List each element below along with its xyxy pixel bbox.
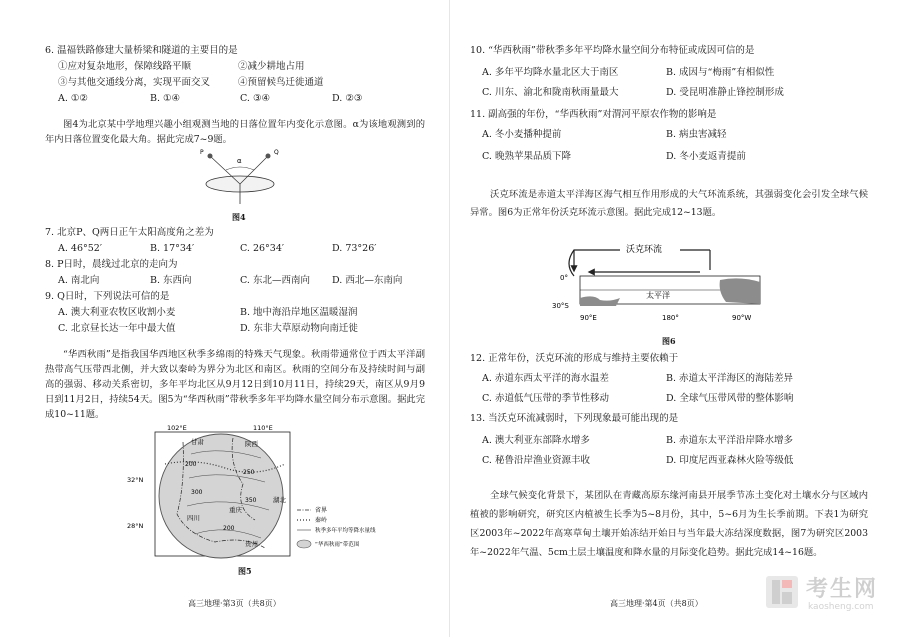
intro-fig6: 沃克环流是赤道太平洋海区海气相互作用形成的大气环流系统，其强弱变化会引发全球气候异常。图6为正常年份沃克环流示意图。据此完成12~13题。	[470, 189, 868, 218]
q8-option-a: A. 南北向	[58, 275, 100, 286]
label-p: P	[200, 149, 204, 156]
q7-option-d: D. 73°26′	[332, 243, 377, 254]
q10-option-b: B. 成因与“梅雨”有相似性	[666, 67, 775, 78]
q11-option-d: D. 冬小麦返青提前	[666, 151, 746, 162]
figure-6-caption: 图6	[662, 336, 676, 346]
q6-option-c: C. ③④	[240, 93, 271, 104]
q13-option-a: A. 澳大利亚东部降水增多	[482, 435, 590, 446]
intro-fig5: “华西秋雨”是指我国华西地区秋季多绵雨的特殊天气现象。秋雨带通常位于西太平洋副热带高气压带西北侧，并大致以秦岭为界分为北区和南区。秋雨的空间分布及持续时间与副高的强弱、移动关系密切，多年平均北区从9月12日到10月11日，持续29天，南区从9月9日到11月2日，持续54天。图5为“华西秋雨”带秋季多年平均降水量空间分布示意图。据此完成10~11题。	[45, 349, 425, 420]
q7-stem: 7. 北京P、Q两日正午太阳高度角之差为	[45, 227, 214, 238]
q6-option-b: B. ①④	[150, 93, 181, 104]
isohyet-label-3: 300	[191, 489, 203, 496]
q6-item-3: ③与其他交通线分离，实现平面交叉	[58, 77, 211, 88]
isohyet-label-1: 200	[185, 461, 197, 468]
sun-p-icon	[208, 154, 213, 159]
landmass-south-america	[720, 278, 760, 304]
lat-label-28n: 28°N	[127, 522, 144, 530]
q8-stem: 8. P日时，晨线过北京的走向为	[45, 259, 178, 270]
legend-province: 省界	[315, 507, 328, 514]
figure-6-walker-circulation	[550, 236, 780, 336]
autumn-rain-belt-region	[159, 434, 283, 558]
label-alpha: α	[237, 157, 242, 165]
walker-title: 沃克环流	[626, 245, 663, 255]
q6-item-4: ④预留候鸟迁徙通道	[238, 77, 324, 88]
q10-option-d: D. 受昆明准静止锋控制形成	[666, 87, 784, 98]
intro-q14: 全球气候变化背景下，某团队在青藏高原东缘河南县开展季节冻土变化对土壤水分与区域内植被的影响研究，研究区内植被生长季为5~8月份，其中，5~6月为生长季前期。下表1为研究区2003年~2022年高寒草甸土壤开始冻结开始日与当年最大冻结深度数据，图7为研究区2003年~2022年气温、5cm土层土壤温度和降水量的月际变化趋势。据此完成14~16题。	[470, 490, 868, 558]
lon-label-90w: 90°W	[732, 314, 752, 322]
q11-option-b: B. 病虫害减轻	[666, 129, 727, 140]
legend-rain-belt: “华西秋雨”带范围	[315, 542, 360, 548]
figure-4-caption: 图4	[232, 212, 246, 222]
q13-stem: 13. 当沃克环流减弱时，下列现象最可能出现的是	[470, 413, 679, 424]
q10-option-a: A. 多年平均降水量北区大于南区	[482, 67, 619, 78]
lon-label-90e: 90°E	[580, 314, 597, 322]
ocean-label: 太平洋	[646, 291, 670, 300]
q8-option-b: B. 东西向	[150, 275, 192, 286]
legend-isohyet: 秋季多年平均等降水量线	[315, 528, 376, 534]
place-sichuan: 四川	[187, 514, 200, 522]
q10-option-c: C. 川东、渝北和陇南秋雨量最大	[482, 87, 619, 98]
q6-option-d: D. ②③	[332, 93, 363, 104]
q8-option-c: C. 东北—西南向	[240, 275, 310, 286]
intro-fig4: 图4为北京某中学地理兴趣小组观测当地的日落位置年内变化示意图。α为该地观测到的年内日落位置变化最大角。据此完成7~9题。	[45, 119, 425, 145]
isohyet-label-5: 200	[223, 525, 235, 532]
watermark-domain: kaosheng.com	[808, 602, 874, 612]
watermark-logo-icon	[764, 574, 800, 610]
q9-option-a: A. 澳大利亚农牧区收割小麦	[58, 307, 176, 318]
q8-option-d: D. 西北—东南向	[332, 275, 403, 286]
q9-option-b: B. 地中海沿岸地区温暖湿润	[240, 307, 358, 318]
watermark-name: 考生网	[806, 577, 879, 602]
figure-4-sunset-diagram	[190, 148, 290, 210]
q12-option-a: A. 赤道东西太平洋的海水温差	[482, 373, 609, 384]
q12-option-d: D. 全球气压带风带的整体影响	[666, 393, 794, 404]
legend-rain-belt-swatch	[297, 540, 311, 548]
page-4	[450, 0, 900, 637]
lat-label-30s: 30°S	[552, 302, 569, 310]
page-4-footer: 高三地理·第4页（共8页）	[610, 599, 703, 608]
q12-stem: 12. 正常年份，沃克环流的形成与维持主要依赖于	[470, 353, 679, 364]
q9-option-c: C. 北京昼长达一年中最大值	[58, 323, 176, 334]
lon-label-102e: 102°E	[167, 424, 187, 432]
figure-5-caption: 图5	[238, 566, 252, 576]
q9-option-d: D. 东非大草原动物向南迁徙	[240, 323, 358, 334]
q12-option-c: C. 赤道低气压带的季节性移动	[482, 393, 609, 404]
legend-qinling: 秦岭	[315, 517, 328, 524]
sun-q-icon	[266, 154, 271, 159]
figure-5-map	[125, 424, 376, 564]
label-q: Q	[274, 149, 279, 156]
page-3-footer: 高三地理·第3页（共8页）	[188, 599, 281, 608]
alpha-arc	[226, 167, 254, 170]
q10-stem: 10. “华西秋雨”带秋季多年平均降水量空间分布特征或成因可信的是	[470, 45, 755, 56]
q11-option-a: A. 冬小麦播种提前	[482, 129, 562, 140]
q9-stem: 9. Q日时，下列说法可信的是	[45, 291, 170, 302]
lat-label-32n: 32°N	[127, 476, 144, 484]
q6-option-a: A. ①②	[58, 93, 88, 104]
q6-item-2: ②减少耕地占用	[238, 61, 305, 72]
place-hubei: 湖北	[273, 496, 286, 504]
isohyet-label-4: 350	[245, 497, 257, 504]
place-chongqing: 重庆	[229, 506, 242, 514]
lon-label-110e: 110°E	[253, 424, 273, 432]
q7-option-a: A. 46°52′	[58, 243, 102, 254]
isohyet-label-2: 250	[243, 469, 255, 476]
q13-option-b: B. 赤道东太平洋沿岸降水增多	[666, 435, 794, 446]
place-gansu: 甘肃	[191, 438, 204, 446]
q7-option-b: B. 17°34′	[150, 243, 195, 254]
q11-option-c: C. 晚熟苹果品质下降	[482, 151, 571, 162]
q13-option-c: C. 秘鲁沿岸渔业资源丰收	[482, 455, 590, 466]
watermark	[764, 570, 894, 620]
q6-item-1: ①应对复杂地形，保障线路平顺	[58, 61, 192, 72]
place-shaanxi: 陕西	[245, 440, 258, 448]
q12-option-b: B. 赤道太平洋海区的海陆差异	[666, 373, 794, 384]
lat-label-0: 0°	[560, 274, 568, 282]
landmass-asia-australia	[580, 296, 620, 306]
q13-option-d: D. 印度尼西亚森林火险等级低	[666, 455, 794, 466]
place-guizhou: 贵州	[245, 540, 258, 548]
q11-stem: 11. 副高强的年份，“华西秋雨”对渭河平原农作物的影响是	[470, 109, 717, 120]
q7-option-c: C. 26°34′	[240, 243, 285, 254]
lon-label-180: 180°	[662, 314, 679, 322]
q6-stem: 6. 温福铁路修建大量桥梁和隧道的主要目的是	[45, 45, 238, 56]
